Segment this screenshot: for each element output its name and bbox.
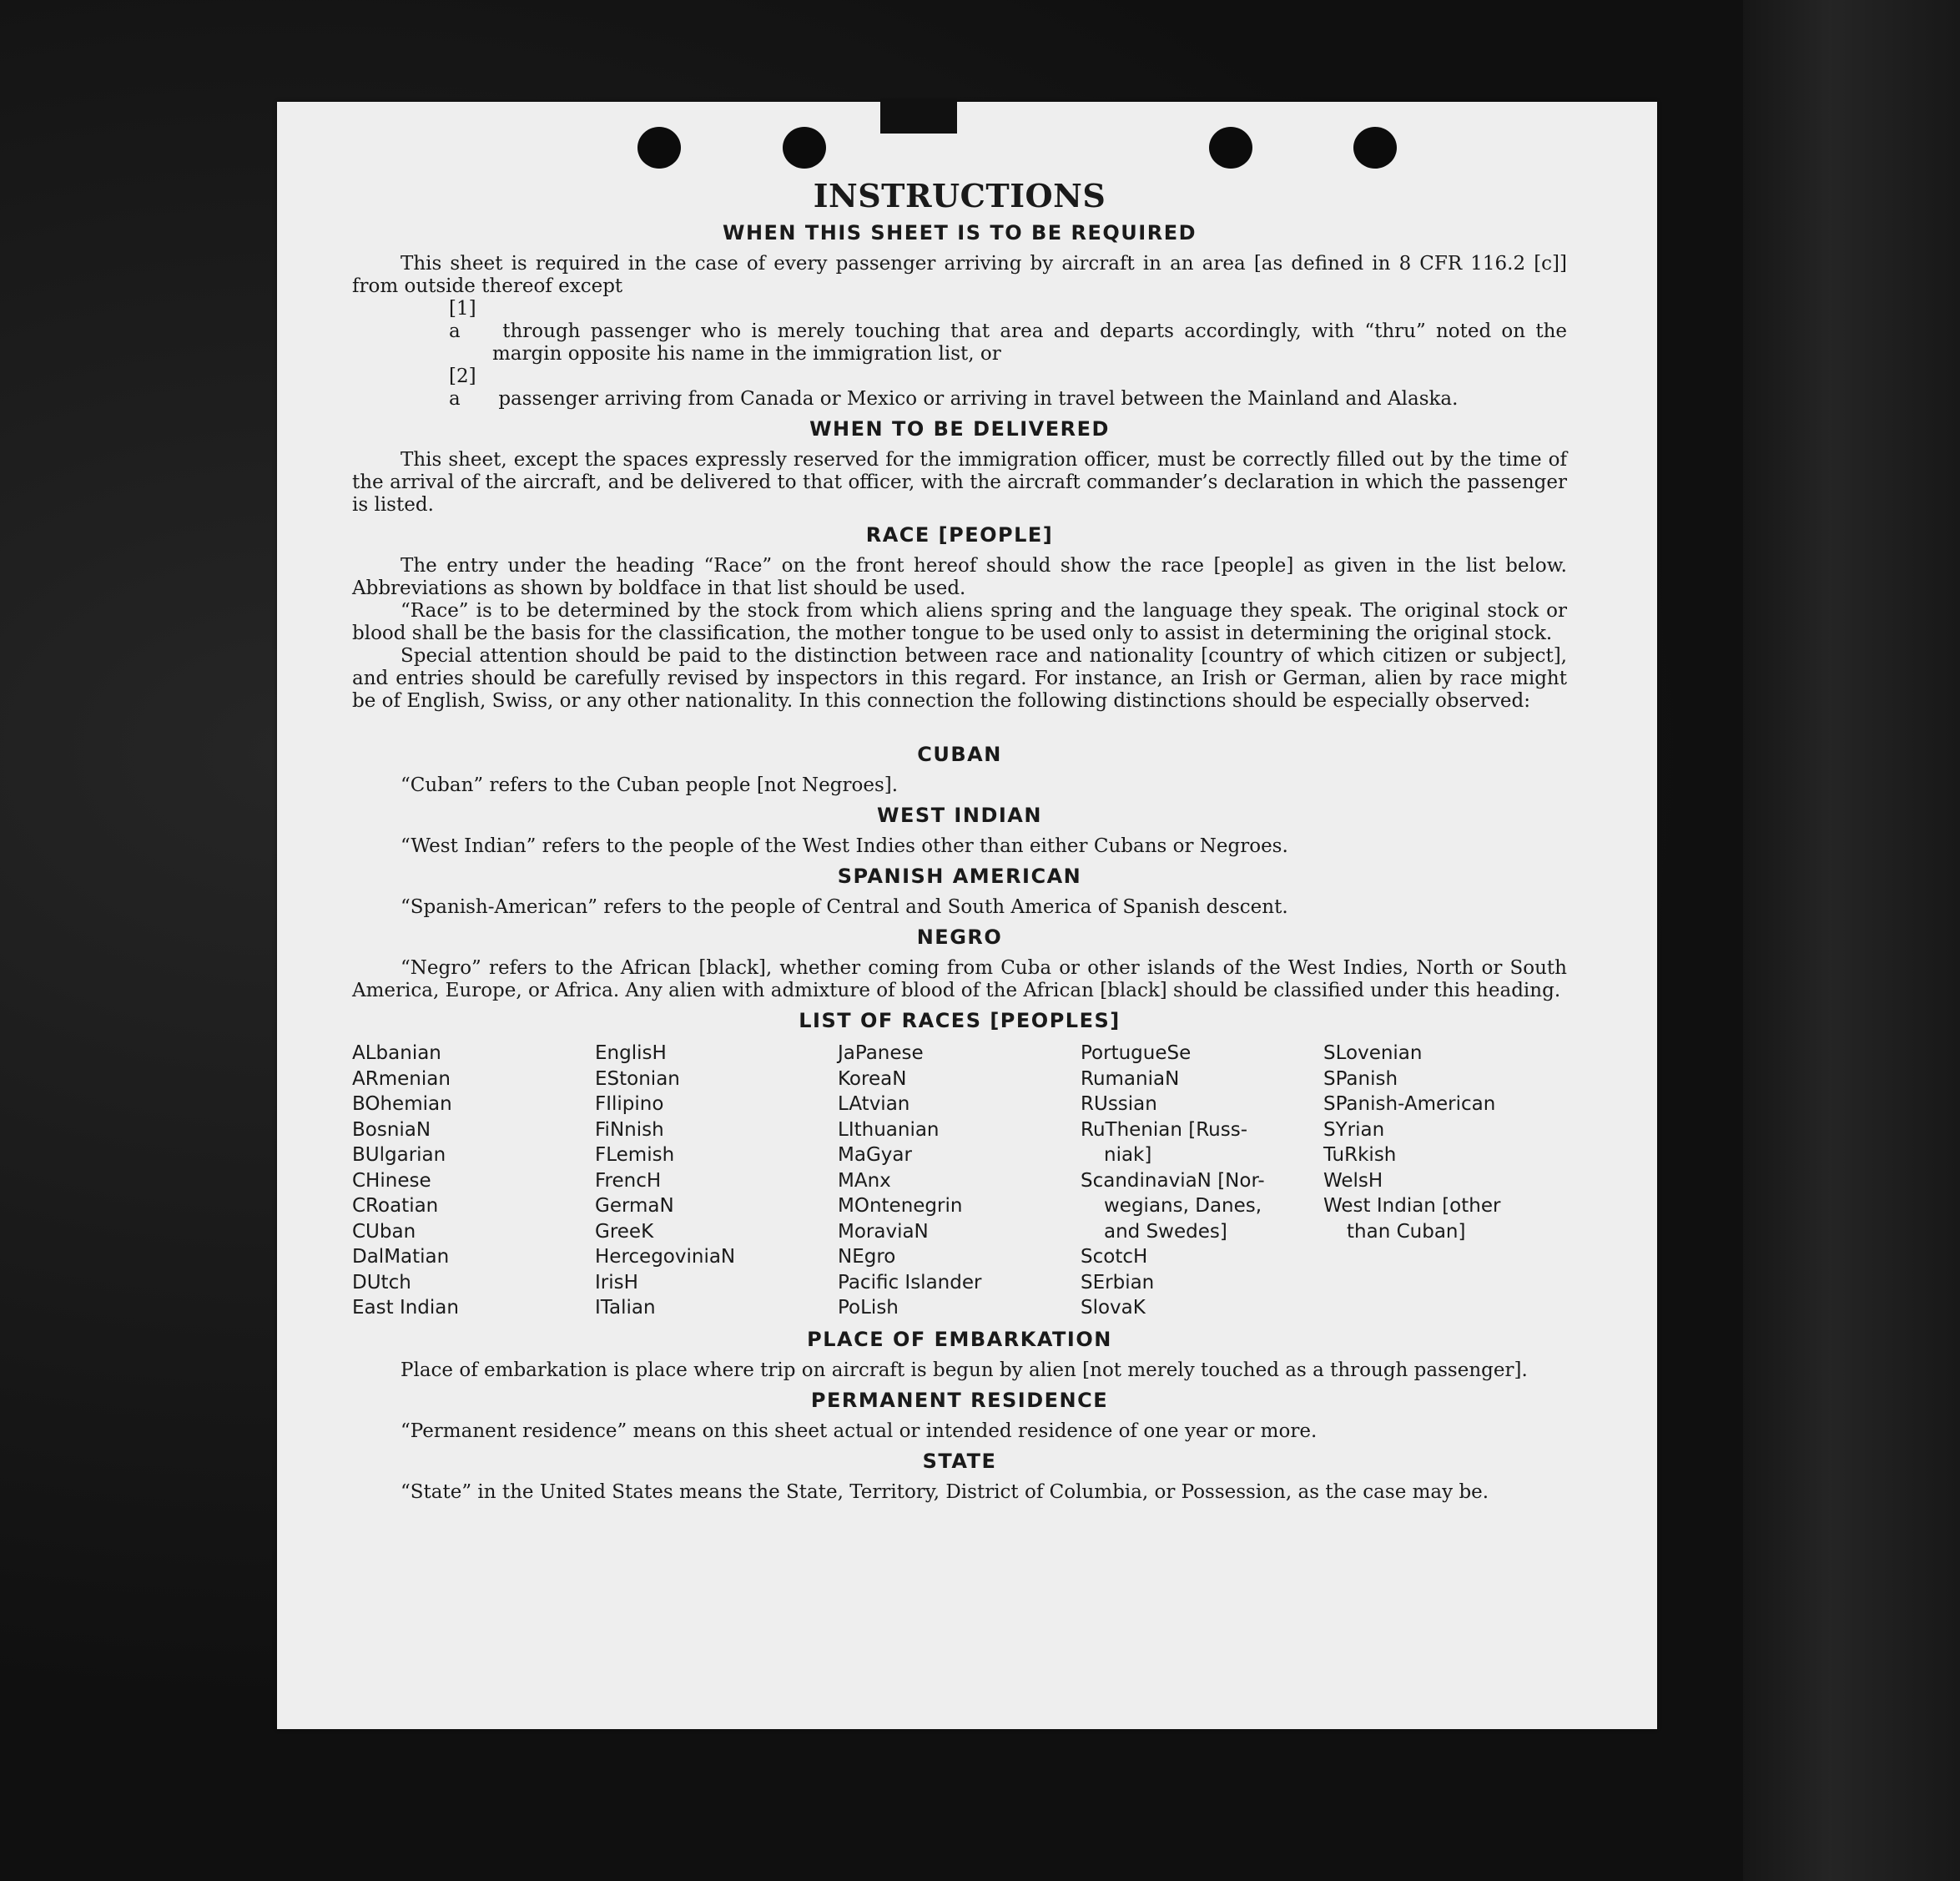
west-indian-text: “West Indian” refers to the people of the West Indies other than either Cubans or Negroes.	[401, 835, 1288, 857]
race-entry: LIthuanian	[838, 1118, 940, 1141]
race-entry: East Indian	[352, 1297, 459, 1319]
race-entry: RUssian	[1081, 1093, 1157, 1115]
race-entry: CRoatian	[352, 1195, 439, 1217]
race-entry: RumaniaN	[1081, 1067, 1180, 1090]
race-entry: GreeK	[595, 1220, 654, 1243]
races-column	[1081, 1041, 1323, 1321]
race-entry: SPanish	[1323, 1067, 1398, 1090]
race-entry: FrencH	[595, 1169, 662, 1192]
exception-number: [2] a	[449, 366, 476, 410]
race-entry: CHinese	[352, 1169, 431, 1192]
race-entry: IrisH	[595, 1271, 638, 1294]
race-entry: ALbanian	[352, 1042, 441, 1064]
scan-edge	[1743, 0, 1960, 1881]
exception-item	[449, 298, 1567, 366]
delivered-text: This sheet, except the spaces expressly reserved for the immigration officer, must be correctly filled out by the time of the arrival of the aircraft, and be delivered to that officer, with the aircraft commander’s declaration in which the passenger is listed.	[352, 449, 1567, 516]
race-entry: West Indian [other	[1323, 1195, 1501, 1217]
races-column	[838, 1041, 1081, 1321]
heading-required: WHEN THIS SHEET IS TO BE REQUIRED	[722, 221, 1197, 245]
race-entry: SLovenian	[1323, 1042, 1423, 1064]
state-text: “State” in the United States means the State, Territory, District of Columbia, or Possession, as the case may be.	[401, 1480, 1489, 1503]
race-entry-continuation: wegians, Danes,	[1104, 1195, 1262, 1217]
race-entry-continuation: niak]	[1104, 1144, 1152, 1166]
race-entry: WelsH	[1323, 1169, 1383, 1192]
page-title: INSTRUCTIONS	[813, 177, 1106, 214]
race-entry: RuThenian [Russ-	[1081, 1118, 1248, 1141]
heading-west-indian: WEST INDIAN	[877, 804, 1042, 827]
race-paragraph-3: Special attention should be paid to the distinction between race and nationality [country of which citizen or subject], and entries should be carefully revised by inspectors in this regard. For instance, an Irish or German, alien by race might be of English, Swiss, or any other nationality. In this connection the following distinctions should be especially observed:	[352, 645, 1567, 712]
race-entry: FiNnish	[595, 1118, 664, 1141]
heading-embarkation: PLACE OF EMBARKATION	[807, 1327, 1112, 1351]
race-entry: NEgro	[838, 1246, 896, 1268]
race-entry: ScandinaviaN [Nor-	[1081, 1169, 1265, 1192]
cuban-text: “Cuban” refers to the Cuban people [not Negroes].	[401, 774, 899, 796]
race-entry: LAtvian	[838, 1093, 910, 1115]
race-entry: EnglisH	[595, 1042, 667, 1064]
race-entry: MAnx	[838, 1169, 891, 1192]
race-entry: BUlgarian	[352, 1144, 446, 1166]
race-entry: MaGyar	[838, 1144, 912, 1166]
race-entry: ITalian	[595, 1297, 656, 1319]
page-tab-notch	[880, 98, 957, 134]
race-entry: Pacific Islander	[838, 1271, 982, 1294]
race-entry: CUban	[352, 1220, 416, 1243]
race-entry: MoraviaN	[838, 1220, 929, 1243]
races-column	[1323, 1041, 1566, 1321]
residence-text: “Permanent residence” means on this sheet actual or intended residence of one year or more.	[401, 1420, 1318, 1442]
embarkation-text: Place of embarkation is place where trip on aircraft is begun by alien [not merely touched as a through passenger].	[401, 1359, 1528, 1381]
heading-negro: NEGRO	[916, 925, 1003, 949]
punch-hole	[637, 127, 681, 169]
exception-text: through passenger who is merely touching that area and departs accordingly, with “thru” noted on the margin opposite his name in the immigration list, or	[492, 320, 1568, 365]
race-entry: PortugueSe	[1081, 1042, 1192, 1064]
heading-list-of-races: LIST OF RACES [PEOPLES]	[799, 1009, 1121, 1032]
race-entry: MOntenegrin	[838, 1195, 963, 1217]
race-entry-continuation: than Cuban]	[1347, 1220, 1466, 1243]
race-paragraph-1: The entry under the heading “Race” on the front hereof should show the race [people] as given in the list below. Abbreviations as shown by boldface in that list should be used.	[352, 555, 1567, 599]
race-entry: KoreaN	[838, 1067, 907, 1090]
punch-hole	[783, 127, 826, 169]
race-paragraph-2: “Race” is to be determined by the stock from which aliens spring and the language they speak. The original stock or blood shall be the basis for the classification, the mother tongue to be used only to assist in determining the original stock.	[352, 600, 1567, 644]
negro-text: “Negro” refers to the African [black], whether coming from Cuba or other islands of the West Indies, North or South America, Europe, or Africa. Any alien with admixture of blood of the African [black] should be classified under this heading.	[352, 957, 1567, 1001]
document-page	[277, 102, 1657, 1729]
races-column	[352, 1041, 595, 1321]
race-entry: HercegoviniaN	[595, 1246, 736, 1268]
punch-hole	[1353, 127, 1397, 169]
heading-state: STATE	[922, 1449, 997, 1473]
heading-spanish-american: SPANISH AMERICAN	[837, 865, 1082, 888]
race-entry: PoLish	[838, 1297, 899, 1319]
race-entry: SYrian	[1323, 1118, 1385, 1141]
document-content	[352, 177, 1567, 1504]
exception-text: passenger arriving from Canada or Mexico or arriving in travel between the Mainland and Alaska.	[498, 388, 1459, 410]
race-entry: DalMatian	[352, 1246, 450, 1268]
heading-permanent-residence: PERMANENT RESIDENCE	[810, 1388, 1109, 1412]
race-entry: ScotcH	[1081, 1246, 1148, 1268]
spanish-american-text: “Spanish-American” refers to the people of Central and South America of Spanish descent.	[401, 896, 1288, 918]
heading-race: RACE [PEOPLE]	[865, 523, 1054, 547]
race-entry: EStonian	[595, 1067, 680, 1090]
race-entry: SErbian	[1081, 1271, 1155, 1294]
race-entry: FLemish	[595, 1144, 675, 1166]
race-entry: SPanish-American	[1323, 1093, 1496, 1115]
race-entry: TuRkish	[1323, 1144, 1397, 1166]
race-entry: GermaN	[595, 1195, 674, 1217]
punch-hole	[1209, 127, 1252, 169]
required-intro: This sheet is required in the case of every passenger arriving by aircraft in an area [as defined in 8 CFR 116.2 [c]] from outside thereof except	[352, 253, 1567, 297]
races-column	[595, 1041, 838, 1321]
race-entry: ARmenian	[352, 1067, 451, 1090]
exception-item	[449, 366, 1567, 411]
race-entry: BOhemian	[352, 1093, 452, 1115]
exception-number: [1] a	[449, 298, 476, 342]
heading-delivered: WHEN TO BE DELIVERED	[809, 417, 1110, 441]
race-entry: FIlipino	[595, 1093, 664, 1115]
race-entry: DUtch	[352, 1271, 411, 1294]
race-entry-continuation: and Swedes]	[1104, 1220, 1227, 1243]
races-table	[352, 1041, 1567, 1321]
race-entry: JaPanese	[838, 1042, 924, 1064]
heading-cuban: CUBAN	[917, 743, 1002, 766]
race-entry: SlovaK	[1081, 1297, 1146, 1319]
race-entry: BosniaN	[352, 1118, 431, 1141]
